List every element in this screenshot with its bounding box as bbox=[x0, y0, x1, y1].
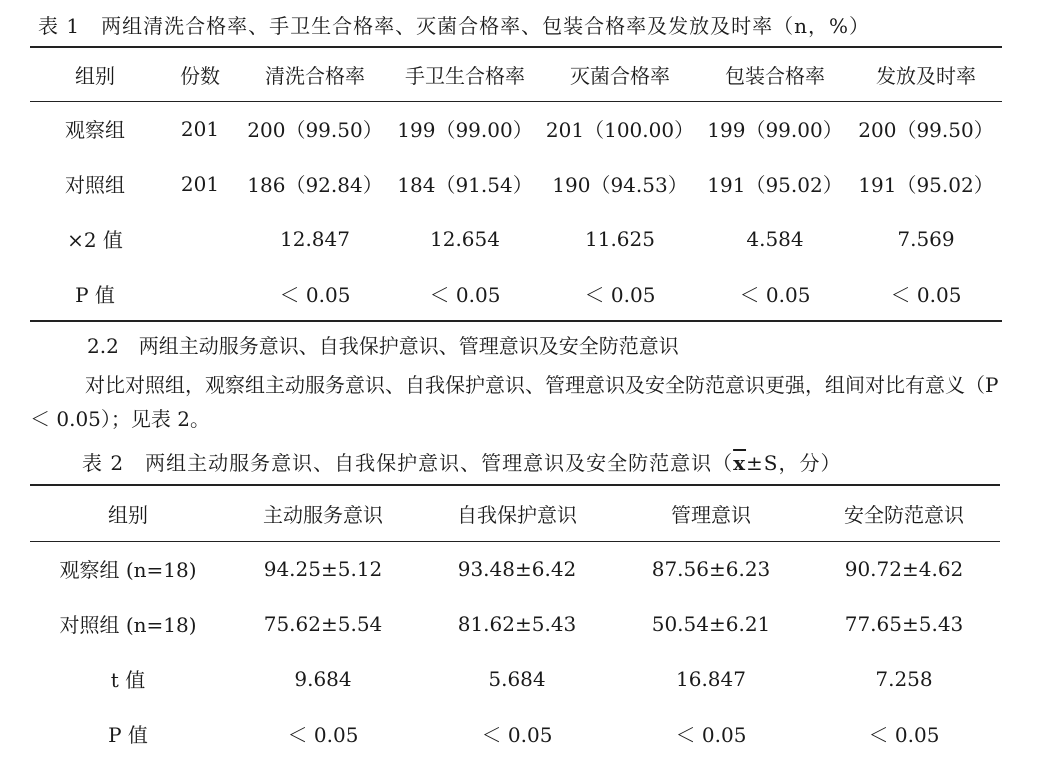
table-cell: 50.54±6.21 bbox=[651, 611, 771, 636]
table-cell: 77.65±5.43 bbox=[844, 611, 964, 636]
table-row bbox=[30, 651, 1000, 706]
table-row bbox=[30, 211, 1002, 266]
section-heading: 2.2 两组主动服务意识、自我保护意识、管理意识及安全防范意识 bbox=[87, 334, 679, 358]
table-cell: 75.62±5.54 bbox=[263, 611, 383, 636]
table-cell: 12.654 bbox=[430, 226, 500, 251]
table-cell: 87.56±6.23 bbox=[651, 556, 771, 581]
table-cell: 4.584 bbox=[746, 226, 804, 251]
table2-header: 组别 bbox=[30, 485, 226, 541]
table-cell: 93.48±6.42 bbox=[457, 556, 577, 581]
table1-header: 灭菌合格率 bbox=[540, 47, 700, 101]
table-row bbox=[30, 541, 1000, 596]
table2-header: 安全防范意识 bbox=[808, 485, 1000, 541]
table2-caption bbox=[82, 447, 842, 476]
table-cell: 观察组 (n=18) bbox=[59, 558, 197, 583]
table-cell: 191（95.02） bbox=[707, 173, 843, 197]
table1-header: 组别 bbox=[30, 47, 160, 101]
table-cell: 186（92.84） bbox=[247, 173, 383, 197]
table-cell: 201 bbox=[180, 116, 220, 141]
table-cell: 94.25±5.12 bbox=[263, 556, 383, 581]
table-cell: 对照组 (n=18) bbox=[59, 613, 197, 637]
table1-header: 包装合格率 bbox=[700, 47, 850, 101]
table-cell: 190（94.53） bbox=[552, 173, 688, 197]
table-cell: 16.847 bbox=[676, 666, 746, 691]
table-cell: P 值 bbox=[108, 723, 148, 747]
table-cell: ＜ 0.05 bbox=[739, 282, 811, 307]
table-row bbox=[30, 156, 1002, 211]
table-cell: 201 bbox=[180, 171, 220, 196]
table-cell: P 值 bbox=[75, 282, 115, 307]
table1-header: 手卫生合格率 bbox=[390, 47, 540, 101]
table1-header: 发放及时率 bbox=[850, 47, 1002, 101]
table-cell: 观察组 bbox=[65, 118, 125, 143]
table2-caption-suffix: ±S，分） bbox=[746, 451, 842, 475]
table-cell: t 值 bbox=[110, 668, 146, 692]
table2 bbox=[30, 484, 1000, 761]
table-cell: ＜ 0.05 bbox=[868, 723, 940, 747]
table-cell: 5.684 bbox=[488, 666, 546, 691]
table-cell: 201（100.00） bbox=[545, 118, 695, 143]
table2-header: 主动服务意识 bbox=[226, 485, 420, 541]
paragraph-text: 对比对照组，观察组主动服务意识、自我保护意识、管理意识及安全防范意识更强，组间对比有意义（P ＜ 0.05）；见表 2。 bbox=[30, 373, 999, 431]
table-cell: 184（91.54） bbox=[397, 173, 533, 197]
table-cell: 199（99.00） bbox=[397, 118, 533, 143]
table-cell bbox=[160, 211, 240, 266]
table-cell: ＜ 0.05 bbox=[584, 282, 656, 307]
table-cell: ＜ 0.05 bbox=[287, 723, 359, 747]
table-cell: ＜ 0.05 bbox=[481, 723, 553, 747]
table-row bbox=[30, 596, 1000, 651]
table-row bbox=[30, 706, 1000, 761]
table1-header: 清洗合格率 bbox=[240, 47, 390, 101]
table-cell: 12.847 bbox=[280, 226, 350, 251]
table-cell bbox=[160, 266, 240, 321]
table-cell: 199（99.00） bbox=[707, 118, 843, 143]
table2-header-row bbox=[30, 485, 1000, 541]
table-cell: ＜ 0.05 bbox=[675, 723, 747, 747]
table-cell: 191（95.02） bbox=[858, 173, 994, 197]
table-cell: 200（99.50） bbox=[247, 118, 383, 143]
body-paragraph bbox=[30, 368, 1005, 436]
x-bar-symbol: $\overline{x}$ bbox=[733, 451, 747, 475]
table2-caption-prefix: 表 2 两组主动服务意识、自我保护意识、管理意识及安全防范意识（ bbox=[82, 451, 734, 475]
table-cell: 9.684 bbox=[294, 666, 352, 691]
table-cell: 200（99.50） bbox=[858, 118, 994, 143]
table1 bbox=[30, 46, 1002, 322]
table-cell: 7.258 bbox=[875, 666, 933, 691]
table-cell: 7.569 bbox=[897, 226, 955, 251]
table1-caption: 表 1 两组清洗合格率、手卫生合格率、灭菌合格率、包装合格率及发放及时率（n，%） bbox=[38, 14, 870, 38]
table-cell: ×2 值 bbox=[67, 228, 123, 252]
table1-header: 份数 bbox=[160, 47, 240, 101]
table-row bbox=[30, 101, 1002, 156]
table-cell: ＜ 0.05 bbox=[890, 282, 962, 307]
table2-header: 自我保护意识 bbox=[420, 485, 614, 541]
table1-header-row bbox=[30, 47, 1002, 101]
table-cell: 对照组 bbox=[65, 173, 125, 197]
table-cell: 11.625 bbox=[585, 226, 655, 251]
table2-header: 管理意识 bbox=[614, 485, 808, 541]
table-cell: ＜ 0.05 bbox=[279, 282, 351, 307]
table-cell: ＜ 0.05 bbox=[429, 282, 501, 307]
table-cell: 90.72±4.62 bbox=[844, 556, 964, 581]
table-row bbox=[30, 266, 1002, 321]
table-cell: 81.62±5.43 bbox=[457, 611, 577, 636]
